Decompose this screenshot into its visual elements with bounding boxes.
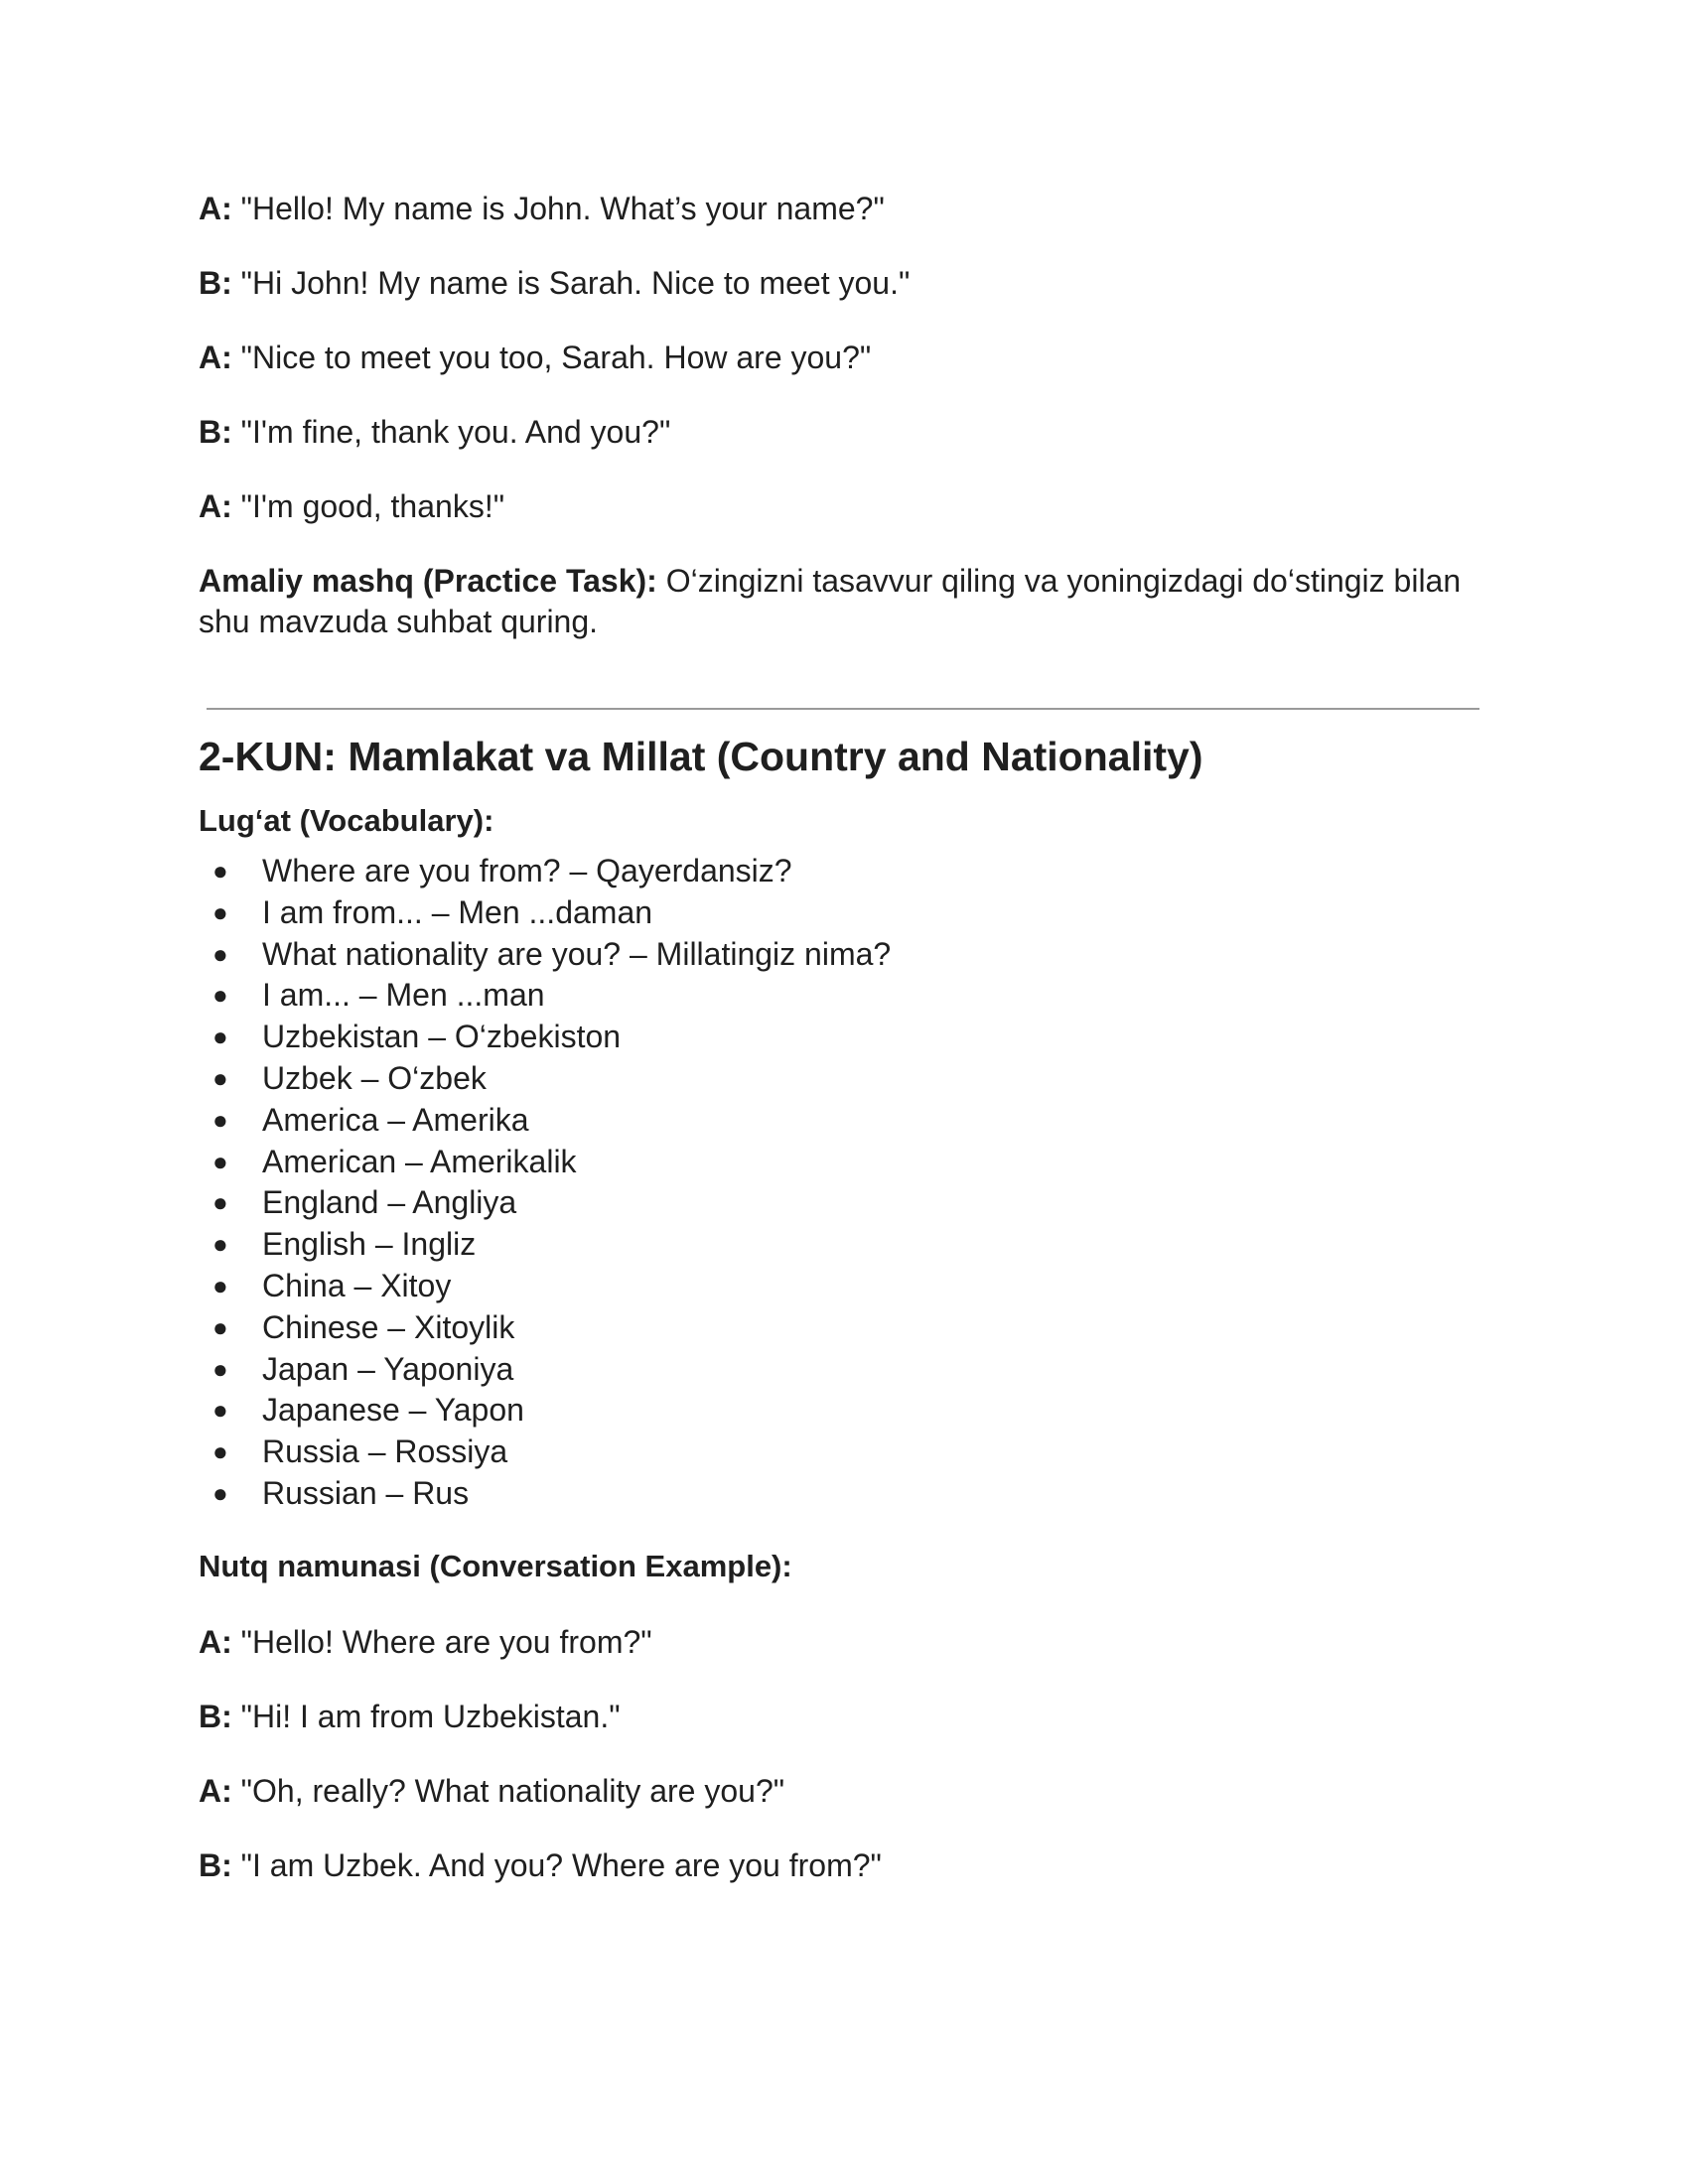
vocab-text: What nationality are you? – Millatingiz nima? bbox=[262, 935, 892, 972]
vocab-text: American – Amerikalik bbox=[262, 1143, 577, 1179]
bullet-icon: ● bbox=[212, 938, 228, 969]
conversation-heading: Nutq namunasi (Conversation Example): bbox=[199, 1548, 792, 1583]
dialog-text: "Hi John! My name is Sarah. Nice to meet you." bbox=[240, 265, 911, 301]
practice-label: Amaliy mashq (Practice Task): bbox=[199, 563, 657, 599]
vocab-text: I am... – Men ...man bbox=[262, 977, 545, 1014]
speaker-label: A: bbox=[199, 1772, 232, 1809]
dialog-2 bbox=[199, 1622, 1489, 1885]
list-item bbox=[199, 1266, 1489, 1307]
vocab-text: Where are you from? – Qayerdansiz? bbox=[262, 853, 792, 888]
list-item bbox=[199, 1224, 1489, 1266]
speaker-label: A: bbox=[199, 340, 232, 375]
vocab-text: Russian – Rus bbox=[262, 1474, 470, 1511]
dialog-line bbox=[199, 486, 1489, 526]
dialog-text: "Hi! I am from Uzbekistan." bbox=[240, 1698, 621, 1734]
vocab-text: Uzbekistan – O‘zbekiston bbox=[262, 1019, 622, 1055]
vocab-text: Chinese – Xitoylik bbox=[262, 1308, 515, 1345]
bullet-icon: ● bbox=[212, 856, 228, 886]
list-item bbox=[199, 1182, 1489, 1224]
dialog-line bbox=[199, 1845, 1489, 1885]
list-item bbox=[199, 1058, 1489, 1100]
vocab-text: America – Amerika bbox=[262, 1101, 529, 1138]
section-title: 2-KUN: Mamlakat va Millat (Country and Nationality) bbox=[199, 734, 1203, 779]
list-item bbox=[199, 975, 1489, 1017]
list-item bbox=[199, 1349, 1489, 1391]
vocab-text: Russia – Rossiya bbox=[262, 1433, 508, 1470]
speaker-label: A: bbox=[199, 1623, 232, 1660]
list-item bbox=[199, 1307, 1489, 1349]
vocabulary-list bbox=[199, 851, 1489, 1515]
dialog-line bbox=[199, 1622, 1489, 1662]
bullet-icon: ● bbox=[212, 1436, 228, 1467]
practice-text: O‘zingizni tasavvur qiling va yoningizdagi do‘stingiz bilan shu mavzuda suhbat quring. bbox=[199, 563, 1462, 639]
bullet-icon: ● bbox=[212, 1104, 228, 1135]
list-item bbox=[199, 1432, 1489, 1473]
dialog-text: "I'm fine, thank you. And you?" bbox=[240, 414, 671, 450]
bullet-icon: ● bbox=[212, 1353, 228, 1384]
bullet-icon: ● bbox=[212, 1146, 228, 1176]
vocab-text: England – Angliya bbox=[262, 1184, 517, 1221]
section-divider bbox=[207, 708, 1479, 710]
bullet-icon: ● bbox=[212, 1270, 228, 1300]
bullet-icon: ● bbox=[212, 1477, 228, 1508]
dialog-line bbox=[199, 189, 1489, 228]
dialog-1 bbox=[199, 189, 1489, 526]
bullet-icon: ● bbox=[212, 1062, 228, 1093]
vocabulary-heading: Lug‘at (Vocabulary): bbox=[199, 803, 494, 838]
vocab-text: English – Ingliz bbox=[262, 1226, 477, 1263]
dialog-text: "I am Uzbek. And you? Where are you from?" bbox=[240, 1846, 882, 1883]
bullet-icon: ● bbox=[212, 1022, 228, 1052]
dialog-text: "Hello! My name is John. What’s your name?" bbox=[240, 191, 885, 226]
list-item bbox=[199, 934, 1489, 976]
speaker-label: B: bbox=[199, 265, 232, 301]
list-item bbox=[199, 851, 1489, 892]
vocab-text: Japanese – Yapon bbox=[262, 1392, 524, 1429]
bullet-icon: ● bbox=[212, 1395, 228, 1426]
speaker-label: A: bbox=[199, 488, 232, 524]
speaker-label: B: bbox=[199, 414, 232, 450]
list-item bbox=[199, 1473, 1489, 1515]
bullet-icon: ● bbox=[212, 1311, 228, 1342]
dialog-line bbox=[199, 412, 1489, 452]
vocab-text: China – Xitoy bbox=[262, 1267, 452, 1303]
dialog-text: "Hello! Where are you from?" bbox=[240, 1623, 652, 1660]
list-item bbox=[199, 1100, 1489, 1142]
practice-task bbox=[199, 561, 1489, 642]
list-item bbox=[199, 892, 1489, 934]
vocab-text: Japan – Yaponiya bbox=[262, 1350, 514, 1387]
list-item bbox=[199, 1142, 1489, 1183]
vocab-text: I am from... – Men ...daman bbox=[262, 893, 653, 930]
dialog-line bbox=[199, 338, 1489, 377]
dialog-text: "Nice to meet you too, Sarah. How are you?" bbox=[240, 340, 872, 375]
speaker-label: B: bbox=[199, 1846, 232, 1883]
dialog-line bbox=[199, 1697, 1489, 1736]
dialog-line bbox=[199, 263, 1489, 303]
speaker-label: B: bbox=[199, 1698, 232, 1734]
bullet-icon: ● bbox=[212, 980, 228, 1011]
dialog-text: "I'm good, thanks!" bbox=[240, 488, 505, 524]
list-item bbox=[199, 1390, 1489, 1432]
dialog-text: "Oh, really? What nationality are you?" bbox=[240, 1772, 785, 1809]
list-item bbox=[199, 1017, 1489, 1058]
speaker-label: A: bbox=[199, 191, 232, 226]
vocab-text: Uzbek – O‘zbek bbox=[262, 1059, 487, 1096]
bullet-icon: ● bbox=[212, 896, 228, 927]
document-page bbox=[199, 189, 1489, 1920]
bullet-icon: ● bbox=[212, 1229, 228, 1260]
dialog-line bbox=[199, 1771, 1489, 1811]
bullet-icon: ● bbox=[212, 1187, 228, 1218]
